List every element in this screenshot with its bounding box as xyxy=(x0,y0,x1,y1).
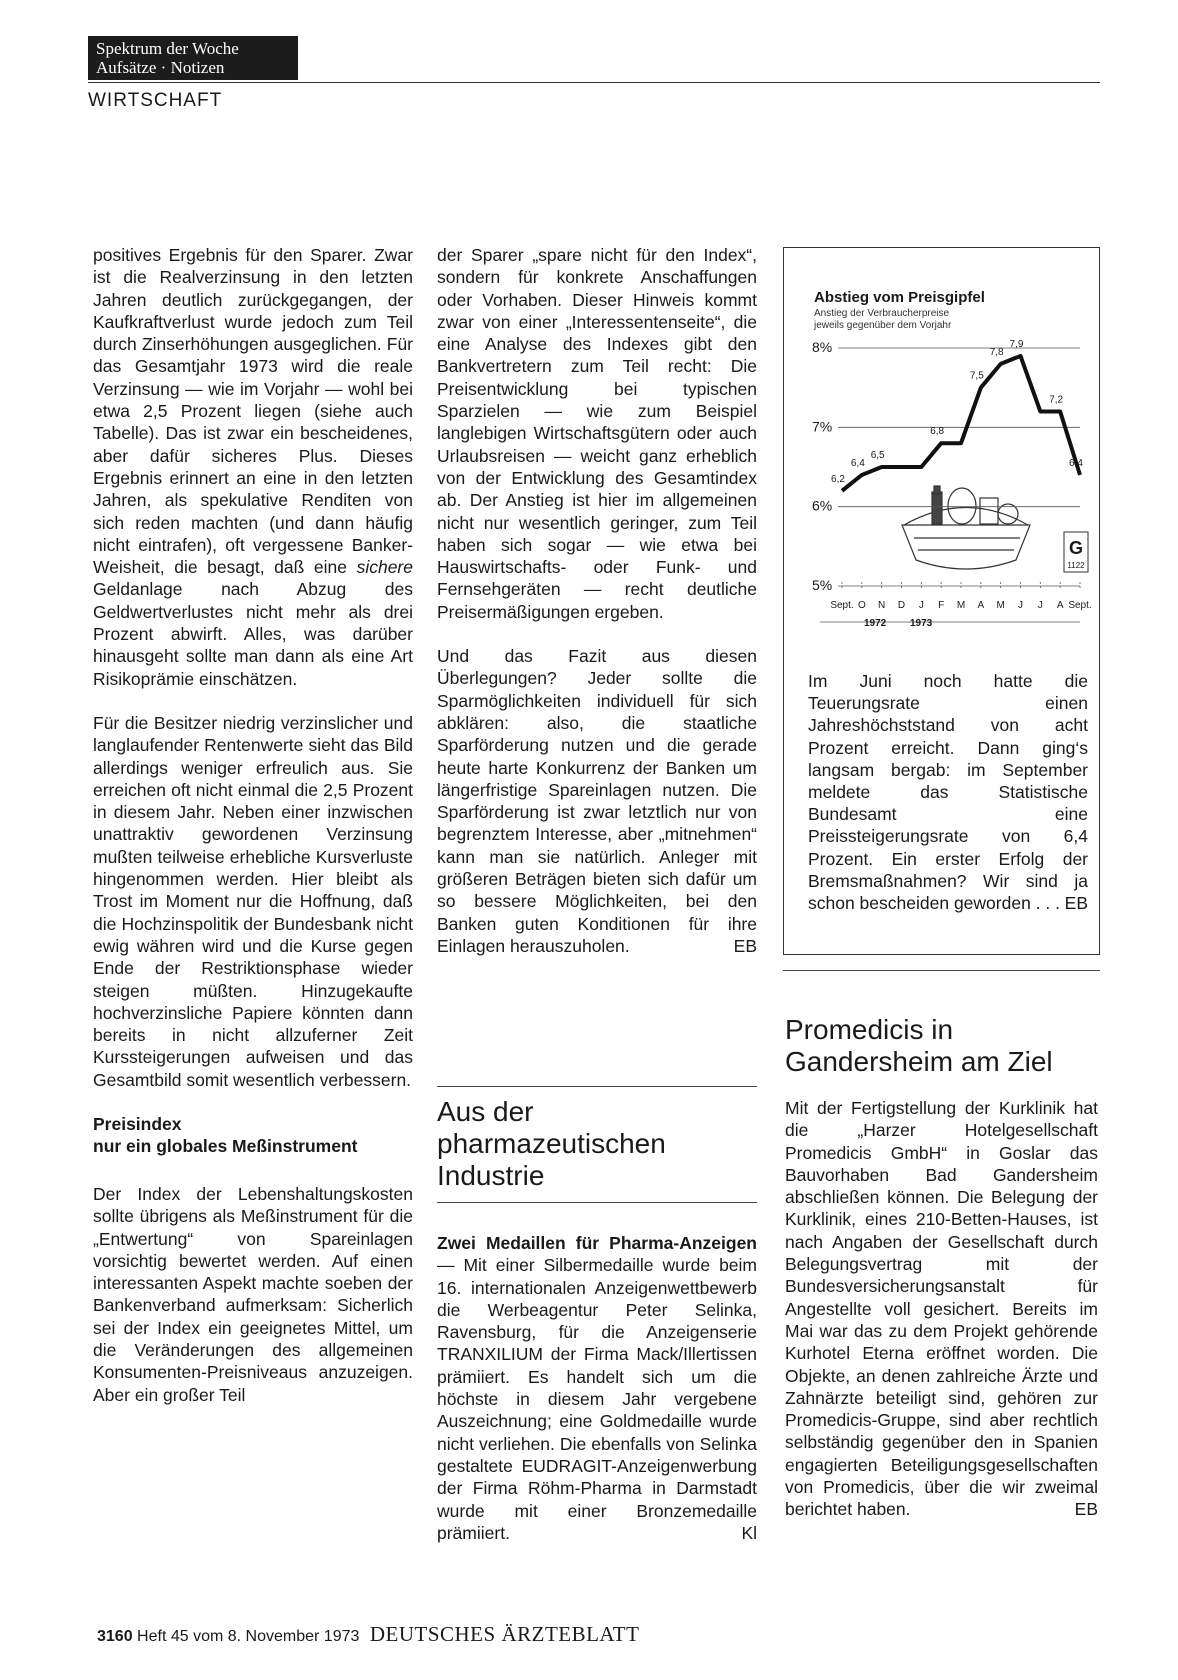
chart-box xyxy=(783,247,1100,955)
inflation-chart xyxy=(784,248,1101,668)
article-heading: Aus der pharmazeutischen Industrie xyxy=(437,1096,666,1191)
year-label: 1973 xyxy=(910,618,933,629)
journal-name: DEUTSCHES ÄRZTEBLATT xyxy=(369,1622,640,1646)
author-signature: EB xyxy=(733,935,757,956)
x-tick-label: A xyxy=(977,600,985,611)
data-label: 7,8 xyxy=(989,346,1004,358)
x-tick-label: Sept. xyxy=(830,600,854,611)
x-tick-label: F xyxy=(938,600,945,611)
y-tick-label: 7% xyxy=(812,418,833,435)
paragraph xyxy=(785,1097,1098,1521)
x-tick-label: Sept. xyxy=(1068,600,1092,611)
x-tick-label: J xyxy=(918,600,924,611)
header-rule xyxy=(88,82,1100,83)
chart-subtitle: Anstieg der Verbraucherpreise xyxy=(814,308,950,319)
data-label: 6,8 xyxy=(930,426,945,438)
x-tick-label: A xyxy=(1056,600,1064,611)
page-number: 3160 xyxy=(97,1628,133,1645)
chart-subtitle: jeweils gegenüber dem Vorjahr xyxy=(814,320,952,331)
author-signature: Kl xyxy=(741,1522,757,1543)
x-tick-label: M xyxy=(996,600,1005,611)
issue-info: Heft 45 vom 8. November 1973 xyxy=(137,1628,360,1645)
x-tick-label: D xyxy=(897,600,906,611)
chart-title: Abstieg vom Preisgipfel xyxy=(814,289,985,306)
data-label: 6,5 xyxy=(870,450,885,461)
emphasis: sichere xyxy=(356,557,413,578)
x-tick-label: M xyxy=(956,600,966,611)
chart-caption xyxy=(808,670,1088,914)
chart-caption-text: Im Juni noch hatte die Teuerungsrate einen Jahreshöchststand von acht Prozent erreicht. Dann ging‘s langsam bergab: im September meldete das Statistische Bundesamt eine Preissteigerungsrate von 6,4 Prozent. Ein erster Erfolg der Bremsmaßnahmen? Wir sind ja schon bescheiden geworden . . . xyxy=(808,671,1088,914)
subheading xyxy=(93,1113,413,1157)
x-tick-label: J xyxy=(1018,600,1023,611)
paragraph: Der Index der Lebenshaltungskosten sollte übrigens als Meßinstrument für die „Entwertung“ von Spareinlagen vorsichtig bewertet werden. Auf einen interessanten Aspekt machte soeben der Bankenverband aufmerksam: Sicherlich sei der Index ein geeignetes Mittel, um die Veränderungen des allgemeinen Konsumenten-Preisniveaus anzuzeigen. Aber ein großer Teil xyxy=(93,1183,413,1405)
section-badge-line2: Aufsätze · Notizen xyxy=(96,58,225,77)
column-2-lower xyxy=(437,1232,757,1544)
paragraph-text: — Mit einer Silbermedaille wurde beim 16. internationalen Anzeigenwettbewerb die Werbeagentur Peter Selinka, Ravensburg, für die Anzeigenserie TRANXILIUM der Firma Mack/Illertissen prämiiert. Es handelt sich um die höchste in diesem Jahr vergebene Auszeichnung; eine Goldmedaille wurde nicht verliehen. Die ebenfalls von Selinka gestaltete EUDRAGIT-Anzeigenwerbung der Firma Röhm-Pharma in Darmstadt wurde mit einer Bronzemedaille prämiiert. xyxy=(437,1255,757,1543)
y-tick-label: 6% xyxy=(812,497,833,514)
column-2 xyxy=(437,244,757,979)
heading-rule xyxy=(783,970,1100,971)
paragraph-text: Geldanlage nach Abzug des Geldwertverlustes nicht mehr als drei Prozent abwirft. Alles, was darüber hinausgeht sollte man dann als eine Art Risikoprämie einschätzen. xyxy=(93,579,413,689)
x-tick-label: N xyxy=(878,600,886,611)
heading-rule xyxy=(437,1086,757,1087)
paragraph-text: positives Ergebnis für den Sparer. Zwar ist die Realverzinsung in den letzten Jahren deutlich zurückgegangen, der Kaufkraftverlust wurde jedoch zum Teil durch Zinserhöhungen ausgeglichen. Für das Gesamtjahr 1973 wird die reale Verzinsung — wie im Vorjahr — wohl bei etwa 2,5 Prozent liegen (siehe auch Tabelle). Das ist zwar ein bescheidenes, aber dafür sicheres Plus. Dieses Ergebnis erinnert an eine in den letzten Jahren, als spekulative Renditen von sich reden machten (und dann häufig nicht eintrafen), oft vergessene Banker-Weisheit, die besagt, daß eine xyxy=(93,245,413,578)
agency-logo-number: 1122 xyxy=(1067,561,1085,570)
data-label: 7,2 xyxy=(1049,394,1064,406)
data-label: 6,2 xyxy=(831,473,845,485)
paragraph xyxy=(93,244,413,690)
y-tick-label: 8% xyxy=(812,339,833,355)
heading-rule xyxy=(437,1202,757,1203)
x-tick-label: J xyxy=(1037,600,1043,611)
data-label: 6,4 xyxy=(1069,457,1083,469)
data-label: 7,9 xyxy=(1009,338,1024,350)
series-line xyxy=(842,356,1080,491)
paragraph-text: Und das Fazit aus diesen Überlegungen? Jeder sollte die Sparmöglichkeiten individuell für sich abklären: also, die staatliche Sparförderung nutzen und die gerade heute harte Konkurrenz der Banken um längerfristige Spareinlagen nutzen. Die Sparförderung ist zwar letztlich nur von begrenztem Interesse, aber „mitnehmen“ kann man sie natürlich. Anleger mit größeren Beträgen bieten sich dafür um so bessere Möglichkeiten, bei den Banken guten Konditionen für ihre Einlagen herauszuholen. xyxy=(437,646,757,956)
section-badge xyxy=(88,36,298,80)
subheading-line1: Preisindex xyxy=(93,1113,182,1134)
shopping-basket-illustration xyxy=(902,486,1030,569)
year-label: 1972 xyxy=(864,618,887,629)
agency-logo-letter: G xyxy=(1068,538,1084,558)
chart-plot xyxy=(812,339,1092,629)
subheading-line2: nur ein globales Meßinstrument xyxy=(93,1135,358,1156)
paragraph-text: Mit der Fertigstellung der Kurklinik hat die „Harzer Hotelgesellschaft Promedicis GmbH“ in Goslar das Bauvorhaben Bad Gandersheim abschließen können. Die Belegung der Kurklinik, eines 210-Betten-Hauses, ist nach Angaben der Gesellschaft durch Belegungsvertrag mit der Bundesversicherungsanstalt für Angestellte voll gesichert. Bereits im Mai war das zu dem Projekt gehörende Kurhotel Eterna eröffnet worden. Die Objekte, an denen zahlreiche Ärzte und Zahnärzte beteiligt sind, gehören zur Promedicis-Gruppe, sind aber rechtlich selbständig gegenüber den in Spanien engagierten Beteiligungsgesellschaften von Promedicis, über die wir zweimal berichtet haben. xyxy=(785,1098,1098,1520)
x-tick-label: O xyxy=(857,600,866,611)
paragraph xyxy=(437,1232,757,1544)
page-footer xyxy=(97,1622,639,1647)
author-signature: EB xyxy=(1064,893,1088,914)
paragraph-lead: Zwei Medaillen für Pharma-Anzeigen xyxy=(437,1233,757,1253)
section-label: WIRTSCHAFT xyxy=(88,90,223,111)
paragraph: der Sparer „spare nicht für den Index“, sondern für konkrete Anschaffungen oder Vorhaben. Dieser Hinweis kommt zwar von einer „Interessentenseite“, die eine Analyse des Indexes gibt den Bankvertretern zum Teil recht: Die Preisentwicklung bei typischen Sparzielen — wie zum Beispiel langlebigen Wirtschaftsgütern oder auch Urlaubsreisen — weicht ganz erheblich von der Entwicklung des Gesamtindex ab. Der Anstieg ist hier im allgemeinen nicht nur wesentlich geringer, zum Teil haben sich sogar — wie etwa bei Hauswirtschafts- oder Funk- und Fernsehgeräten — recht deutliche Preisermäßigungen ergeben. xyxy=(437,245,757,622)
section-badge-line1: Spektrum der Woche xyxy=(96,39,239,58)
paragraph xyxy=(437,645,757,957)
author-signature: EB xyxy=(1074,1499,1098,1520)
paragraph: Für die Besitzer niedrig verzinslicher und langlaufender Rentenwerte sieht das Bild allerdings weniger erfreulich aus. Sie erreichen oft nicht einmal die 2,5 Prozent in diesem Jahr. Neben einer inzwischen unattraktiv gewordenen Verzinsung mußten teilweise erhebliche Kursverluste hingenommen werden. Hier bleibt als Trost im Moment nur die Hoffnung, daß die Hochzinspolitik der Bundesbank nicht ewig währen wird und die Kurse gegen Ende der Restriktionsphase wieder steigen müßten. Hinzugekaufte hochverzinsliche Papiere könnten dann bereits in nicht allzuferner Zeit Kurssteigerungen aufweisen und das Gesamtbild somit wesentlich verbessern. xyxy=(93,712,413,1090)
column-1 xyxy=(93,244,413,1406)
y-tick-label: 5% xyxy=(812,577,833,593)
column-3 xyxy=(785,1097,1098,1521)
article-heading: Promedicis in Gandersheim am Ziel xyxy=(785,1014,1053,1077)
data-label: 7,5 xyxy=(969,370,984,382)
data-label: 6,4 xyxy=(850,457,865,469)
